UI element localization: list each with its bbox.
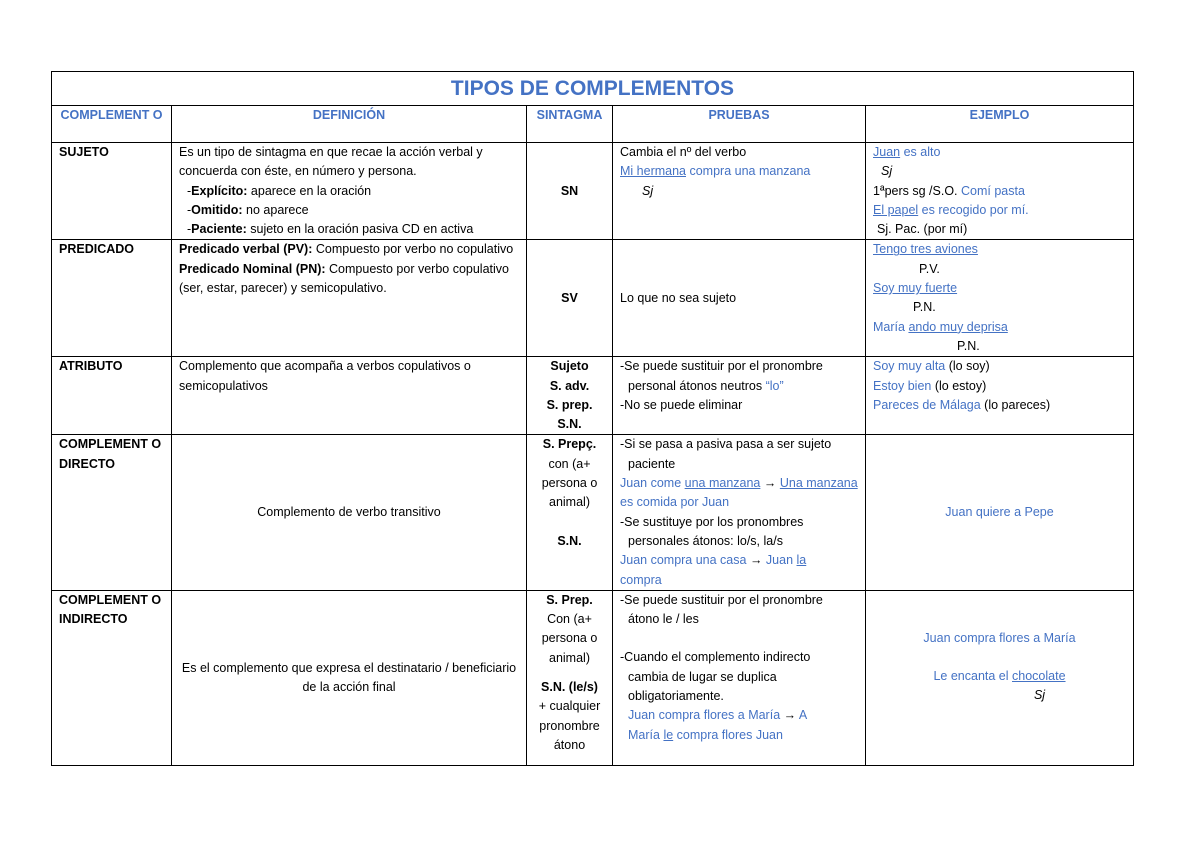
atributo-prueba-2: personal átonos neutros “lo” — [628, 378, 784, 393]
cd-prueba-1: -Si se pasa a pasiva pasa a ser sujeto — [620, 437, 832, 452]
row-label-predicado: PREDICADO — [52, 240, 172, 357]
arrow-right-icon: → — [783, 708, 797, 723]
predicado-def-pn: Predicado Nominal (PN): Compuesto por verbo copulativo (ser, estar, parecer) y semicopulativo. — [179, 261, 509, 296]
sujeto-def-paciente: -Paciente: sujeto en la oración pasiva CD en activa — [187, 222, 474, 237]
predicado-ej-4: P.N. — [913, 300, 936, 315]
pruebas-sujeto — [613, 143, 866, 240]
ci-prueba-2: átono le / les — [628, 612, 699, 627]
ci-ej-2: Le encanta el chocolate — [933, 669, 1066, 684]
cd-prueba-6-cont: compra — [620, 572, 662, 587]
definicion-ci: Es el complemento que expresa el destinatario / beneficiario de la acción final — [172, 590, 527, 765]
predicado-ej-2: P.V. — [919, 261, 940, 276]
predicado-ej-3: Soy muy fuerte — [873, 281, 958, 296]
sujeto-ej-3: 1ªpers sg /S.O. Comí pasta — [873, 183, 1025, 198]
cd-prueba-6: Juan compra una casa → Juan la — [620, 553, 807, 568]
table-title: TIPOS DE COMPLEMENTOS — [52, 72, 1134, 106]
sujeto-prueba-2: Mi hermana compra una manzana — [620, 164, 811, 179]
atributo-prueba-1: -Se puede sustituir por el pronombre — [620, 359, 823, 374]
table-row-ci — [52, 590, 1134, 765]
table-row-sujeto — [52, 143, 1134, 240]
sujeto-ej-5: Sj. Pac. (por mí) — [877, 222, 968, 237]
table-row-atributo — [52, 357, 1134, 435]
arrow-right-icon: → — [749, 553, 763, 568]
cd-prueba-3-cont: es comida por Juan — [620, 495, 730, 510]
sujeto-prueba-1: Cambia el nº del verbo — [620, 145, 747, 159]
ejemplo-predicado — [866, 240, 1134, 357]
cd-prueba-5: personales átonos: lo/s, la/s — [628, 533, 783, 548]
pruebas-atributo — [613, 357, 866, 435]
ejemplo-ci — [866, 590, 1134, 765]
ci-prueba-4: cambia de lugar se duplica — [628, 669, 777, 684]
predicado-ej-6: P.N. — [957, 338, 980, 353]
sujeto-ej-4: El papel es recogido por mí. — [873, 202, 1029, 217]
arrow-right-icon: → — [763, 476, 777, 491]
ci-sint-1: S. Prep. — [546, 592, 593, 607]
atributo-ej-1: Soy muy alta (lo soy) — [873, 359, 990, 374]
ci-prueba-3: -Cuando el complemento indirecto — [620, 650, 811, 665]
row-label-sujeto: SUJETO — [52, 143, 172, 240]
row-label-atributo: ATRIBUTO — [52, 357, 172, 435]
cd-sint-3: S.N. — [557, 533, 582, 548]
definicion-sujeto — [172, 143, 527, 240]
table-row-predicado — [52, 240, 1134, 357]
definicion-atributo: Complemento que acompaña a verbos copulativos o semicopulativos — [172, 357, 527, 435]
pruebas-ci — [613, 590, 866, 765]
cd-sint-1: S. Prepç. — [542, 437, 597, 452]
header-row — [52, 106, 1134, 143]
sujeto-def-intro: Es un tipo de sintagma en que recae la acción verbal y concuerda con éste, en número y persona. — [179, 145, 483, 179]
ejemplo-cd: Juan quiere a Pepe — [866, 435, 1134, 590]
atributo-ej-2: Estoy bien (lo estoy) — [873, 378, 987, 393]
cd-prueba-2: paciente — [628, 456, 676, 471]
table-row-cd — [52, 435, 1134, 590]
ejemplo-atributo — [866, 357, 1134, 435]
ci-prueba-7: María le compra flores Juan — [628, 727, 783, 742]
ci-sint-4: + cualquier pronombre átono — [538, 699, 601, 752]
complementos-table — [51, 71, 1134, 766]
atributo-sint-4: S.N. — [557, 417, 582, 432]
sintagma-sujeto: SN — [527, 143, 613, 240]
ci-prueba-1: -Se puede sustituir por el pronombre — [620, 592, 823, 607]
sintagma-cd — [527, 435, 613, 590]
sintagma-predicado: SV — [527, 240, 613, 357]
ci-prueba-5: obligatoriamente. — [628, 689, 724, 704]
header-definicion: DEFINICIÓN — [172, 106, 527, 143]
sintagma-atributo — [527, 357, 613, 435]
definicion-cd: Complemento de verbo transitivo — [172, 435, 527, 590]
ci-prueba-6: Juan compra flores a María → A — [628, 708, 808, 723]
ci-ej-3: Sj — [1033, 688, 1046, 703]
atributo-ej-3: Pareces de Málaga (lo pareces) — [873, 397, 1051, 412]
ejemplo-sujeto — [866, 143, 1134, 240]
cd-prueba-4: -Se sustituye por los pronombres — [620, 514, 804, 529]
header-pruebas: PRUEBAS — [613, 106, 866, 143]
sujeto-def-explicito: -Explícito: aparece en la oración — [187, 183, 372, 198]
header-complemento: COMPLEMENT O — [52, 106, 172, 143]
ci-sint-2: Con (a+ persona o animal) — [541, 612, 598, 665]
predicado-ej-5: María ando muy deprisa — [873, 319, 1008, 334]
atributo-sint-1: Sujeto — [550, 359, 589, 374]
predicado-ej-1: Tengo tres aviones — [873, 242, 978, 257]
row-label-cd: COMPLEMENT O DIRECTO — [52, 435, 172, 590]
ci-ej-1: Juan compra flores a María — [923, 630, 1076, 645]
definicion-predicado — [172, 240, 527, 357]
ci-sint-3: S.N. (le/s) — [541, 680, 598, 695]
sujeto-prueba-3: Sj — [642, 183, 654, 198]
atributo-sint-3: S. prep. — [546, 397, 593, 412]
pruebas-cd — [613, 435, 866, 590]
sujeto-def-omitido: -Omitido: no aparece — [187, 202, 309, 217]
header-ejemplo: EJEMPLO — [866, 106, 1134, 143]
title-row — [52, 72, 1134, 106]
sujeto-ej-2: Sj — [881, 164, 893, 179]
atributo-prueba-3: -No se puede eliminar — [620, 397, 743, 412]
sintagma-ci — [527, 590, 613, 765]
cd-sint-2: con (a+ persona o animal) — [541, 456, 598, 510]
pruebas-predicado: Lo que no sea sujeto — [613, 240, 866, 357]
atributo-sint-2: S. adv. — [549, 378, 590, 393]
predicado-def-pv: Predicado verbal (PV): Compuesto por verbo no copulativo — [179, 242, 514, 257]
row-label-ci: COMPLEMENT O INDIRECTO — [52, 590, 172, 765]
sujeto-ej-1: Juan es alto — [873, 145, 941, 159]
header-sintagma: SINTAGMA — [527, 106, 613, 143]
cd-prueba-3: Juan come una manzana → Una manzana — [620, 476, 858, 491]
